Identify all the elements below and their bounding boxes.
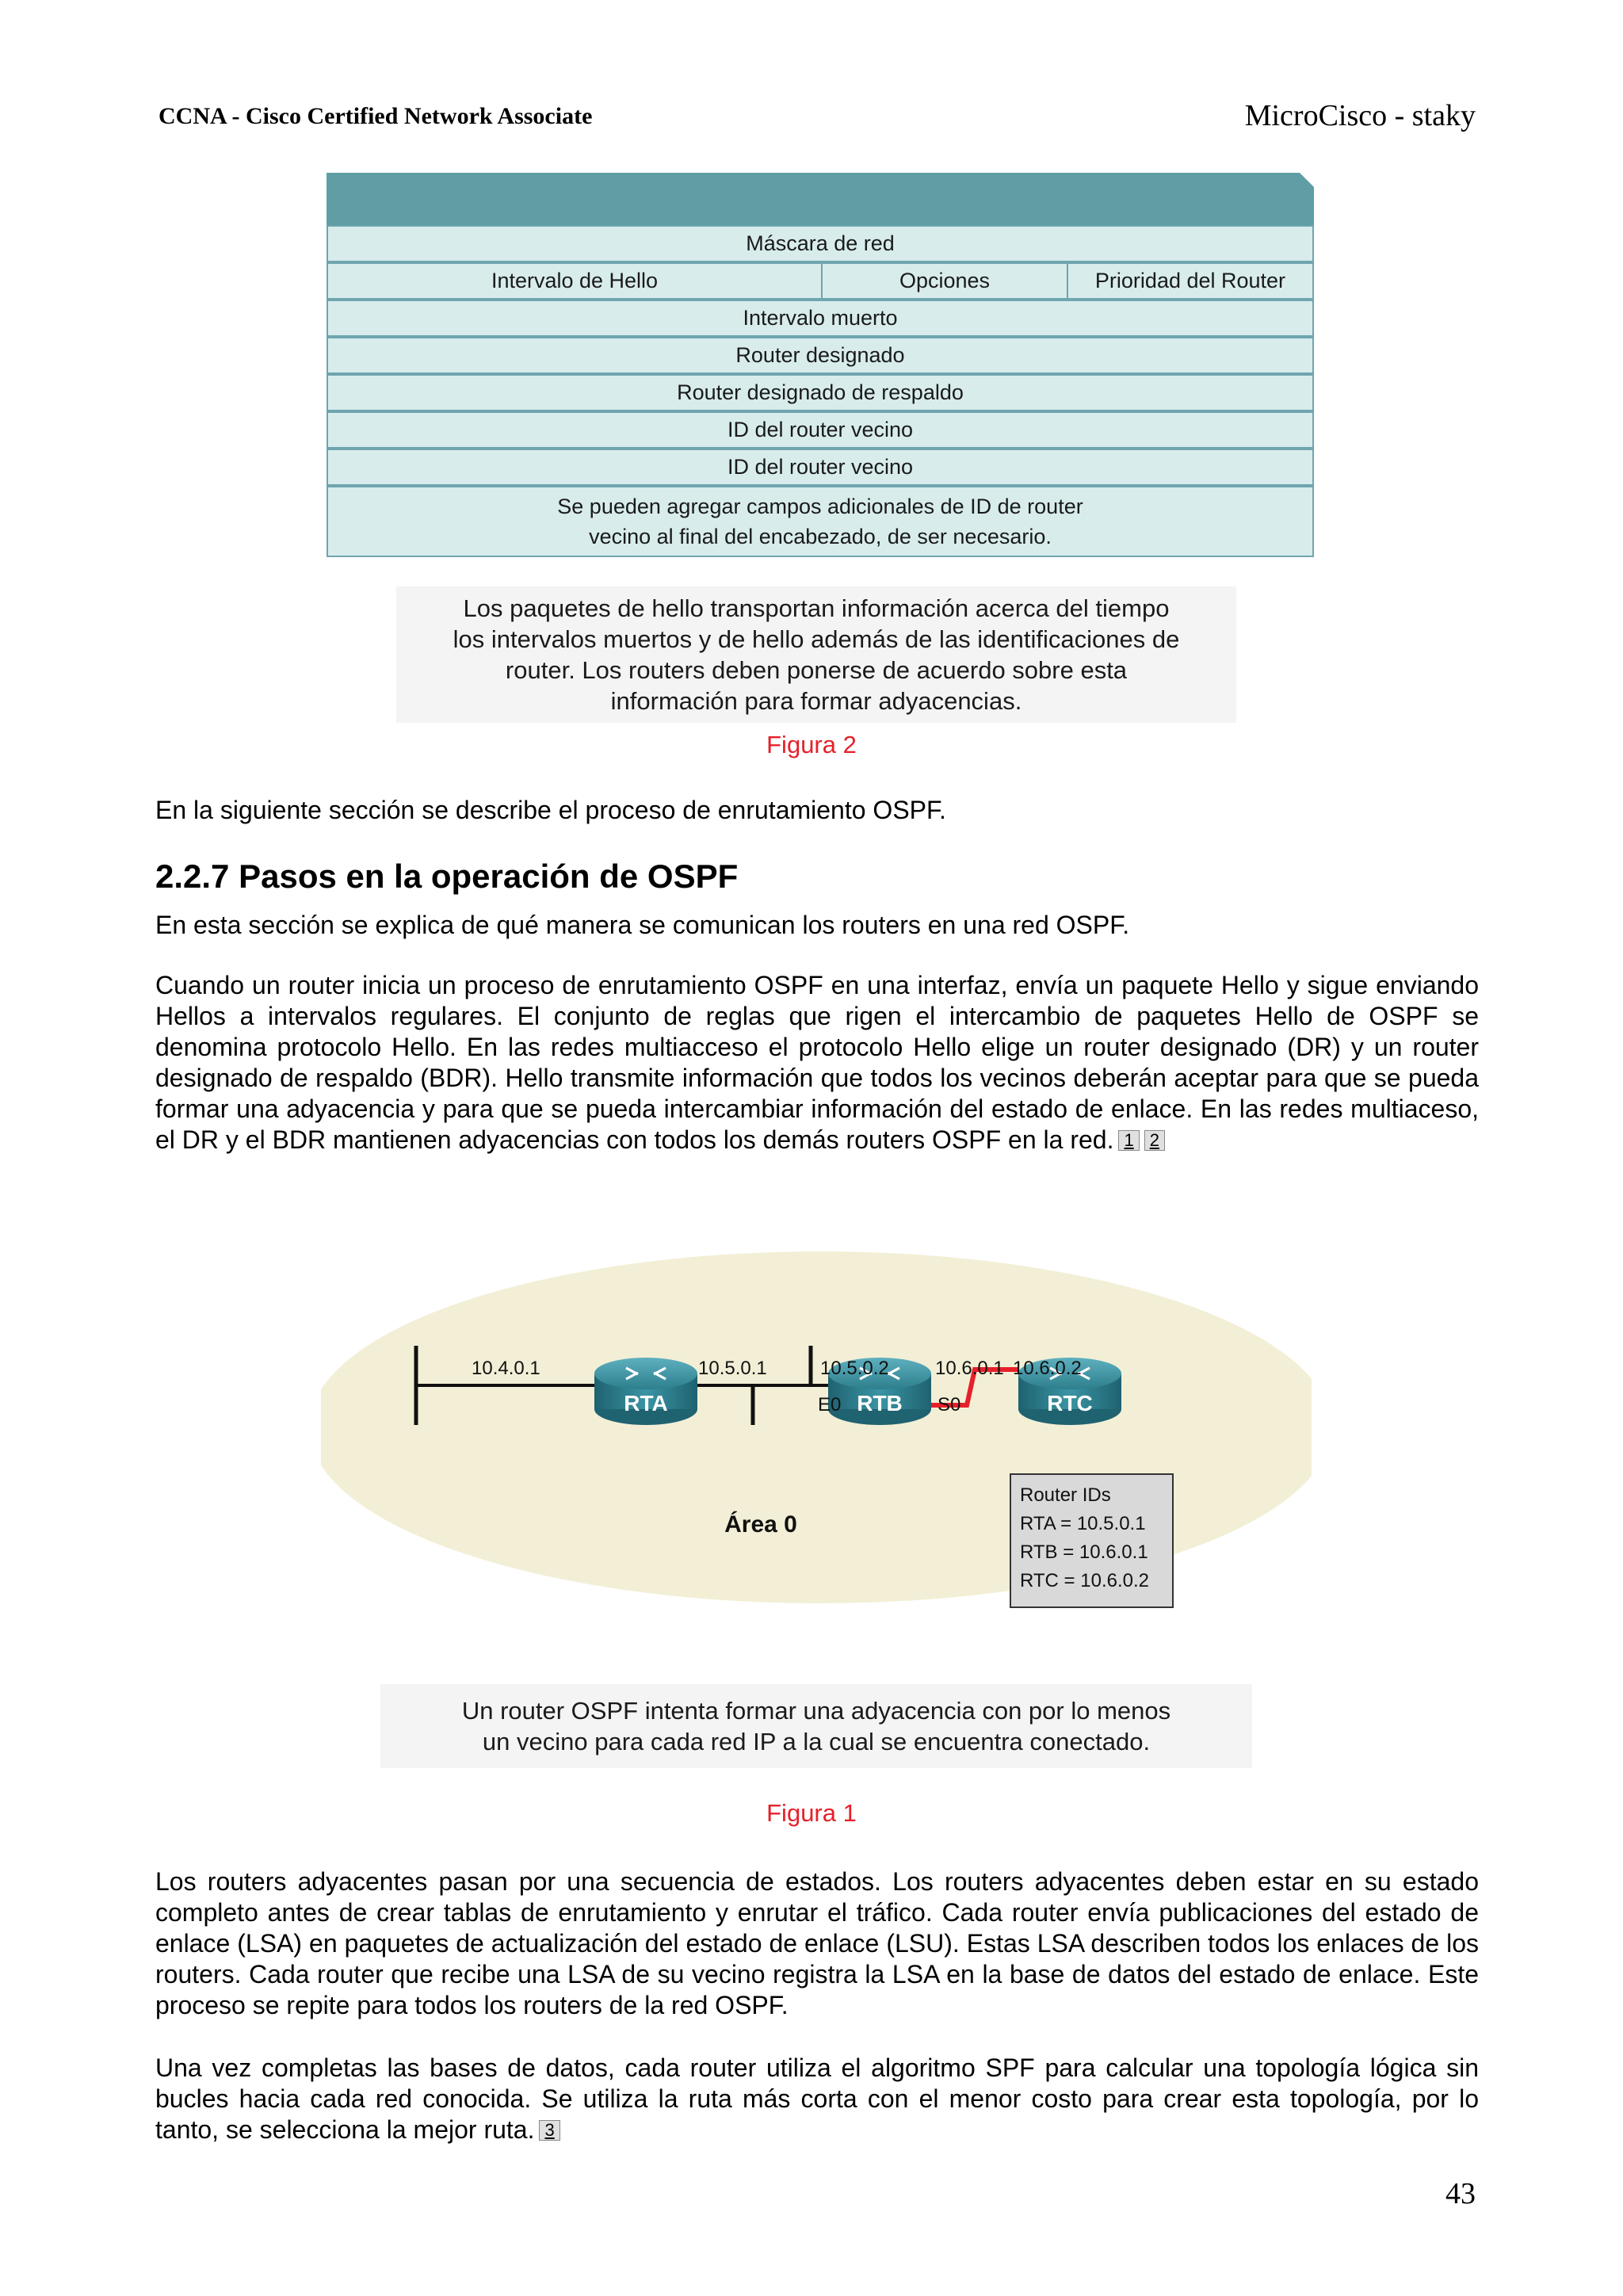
header-author: MicroCisco - staky [1244,99,1476,132]
ip-label: 10.5.0.1 [698,1358,767,1379]
table-row [327,300,1314,337]
router-label: RTA [624,1391,668,1415]
intro-paragraph: En la siguiente sección se describe el proceso de enrutamiento OSPF. [155,796,946,824]
caption-line: Los paquetes de hello transportan información acerca del tiempo [463,594,1170,622]
section-heading: 2.2.7 Pasos en la operación de OSPF [155,858,739,895]
ip-label: 10.6.0.2 [1013,1358,1082,1379]
header-title: CCNA - Cisco Certified Network Associate [158,103,593,129]
ip-label: 10.4.0.1 [472,1358,540,1379]
caption-line: información para formar adyacencias. [610,687,1022,715]
figure1-label: Figura 1 [766,1799,857,1827]
field-backup-designated-router: Router designado de respaldo [677,380,964,404]
router-ids-title: Router IDs [1020,1484,1111,1506]
hello-packet-table [327,173,1314,561]
area-label: Área 0 [724,1511,797,1538]
field-additional-note [328,487,1312,556]
table-row [327,262,1314,300]
caption-line: Un router OSPF intenta formar una adyacencia con por lo menos [461,1697,1171,1725]
paragraph [155,970,1479,1156]
note-line: vecino al final del encabezado, de ser necesario. [589,525,1052,548]
interface-label: E0 [818,1394,842,1415]
table-row [327,486,1314,557]
field-router-priority: Prioridad del Router [1067,264,1312,298]
field-neighbor-id: ID del router vecino [727,455,914,479]
table-row [327,337,1314,374]
router-label: RTC [1047,1391,1093,1415]
paragraph-text: Cuando un router inicia un proceso de enrutamiento OSPF en una interfaz, envía un paquete Hello y sigue enviando Hellos a intervalos regulares. El conjunto de reglas que rigen el intercambio de paquetes Hello de OSPF se denomina protocolo Hello. En las redes multiacceso el protocolo Hello elige un router designado (DR) y un router designado de respaldo (BDR). Hello transmite información que todos los vecinos deberán aceptar para que se pueda formar una adyacencia y para que se pueda intercambiar información del estado de enlace. En las redes multiaceso, el DR y el BDR mantienen adyacencias con todos los demás routers OSPF en la red. [155,971,1479,1154]
page-number: 43 [1445,2177,1476,2210]
field-neighbor-id: ID del router vecino [727,418,914,441]
router-label: RTB [857,1391,903,1415]
paragraph [155,2053,1479,2145]
router-id-entry: RTA = 10.5.0.1 [1020,1513,1146,1534]
figure2-label: Figura 2 [766,731,857,758]
table-row [327,225,1314,262]
caption-line: los intervalos muertos y de hello además de las identificaciones de [453,625,1180,653]
router-id-entry: RTC = 10.6.0.2 [1020,1570,1149,1591]
paragraph: Los routers adyacentes pasan por una secuencia de estados. Los routers adyacentes deben estar en su estado completo antes de crear tablas de enrutamiento y enrutar el tráfico. Cada router envía publicaciones del estado de enlace (LSA) en paquetes de actualización del estado de enlace (LSU). Estas LSA describen todos los enlaces de los routers. Cada router que recibe una LSA de su vecino registra la LSA en la base de datos del estado de enlace. Este proceso se repite para todos los routers de la red OSPF. [155,1867,1479,2019]
paragraph: En esta sección se explica de qué manera se comunican los routers en una red OSPF. [155,911,1130,939]
figure-ref-link[interactable]: 3 [539,2120,559,2141]
table-header-bar [327,173,1314,225]
note-line: Se pueden agregar campos adicionales de ID de router [557,495,1083,518]
field-netmask: Máscara de red [746,231,895,255]
ospf-topology-diagram [321,1227,1312,1655]
table-row [327,449,1314,486]
paragraph-text: Una vez completas las bases de datos, cada router utiliza el algoritmo SPF para calcular una topología lógica sin bucles hacia cada red conocida. Se utiliza la ruta más corta con el menor costo para crear esta topología, por lo tanto, se selecciona la mejor ruta. [155,2053,1479,2144]
figure-ref-link[interactable]: 1 [1118,1130,1139,1151]
router-id-entry: RTB = 10.6.0.1 [1020,1541,1148,1563]
field-designated-router: Router designado [735,343,905,367]
figure-ref-link[interactable]: 2 [1144,1130,1165,1151]
table-row [327,374,1314,411]
table-row [327,411,1314,449]
interface-label: S0 [938,1394,961,1415]
figure2-caption [396,586,1236,723]
caption-line: un vecino para cada red IP a la cual se encuentra conectado. [482,1728,1151,1755]
field-dead-interval: Intervalo muerto [743,306,898,330]
ip-label: 10.6.0.1 [935,1358,1004,1379]
field-options: Opciones [821,264,1067,298]
ip-label: 10.5.0.2 [820,1358,889,1379]
field-hello-interval: Intervalo de Hello [491,269,659,292]
caption-line: router. Los routers deben ponerse de acuerdo sobre esta [505,656,1128,684]
figure1-caption [380,1684,1252,1768]
